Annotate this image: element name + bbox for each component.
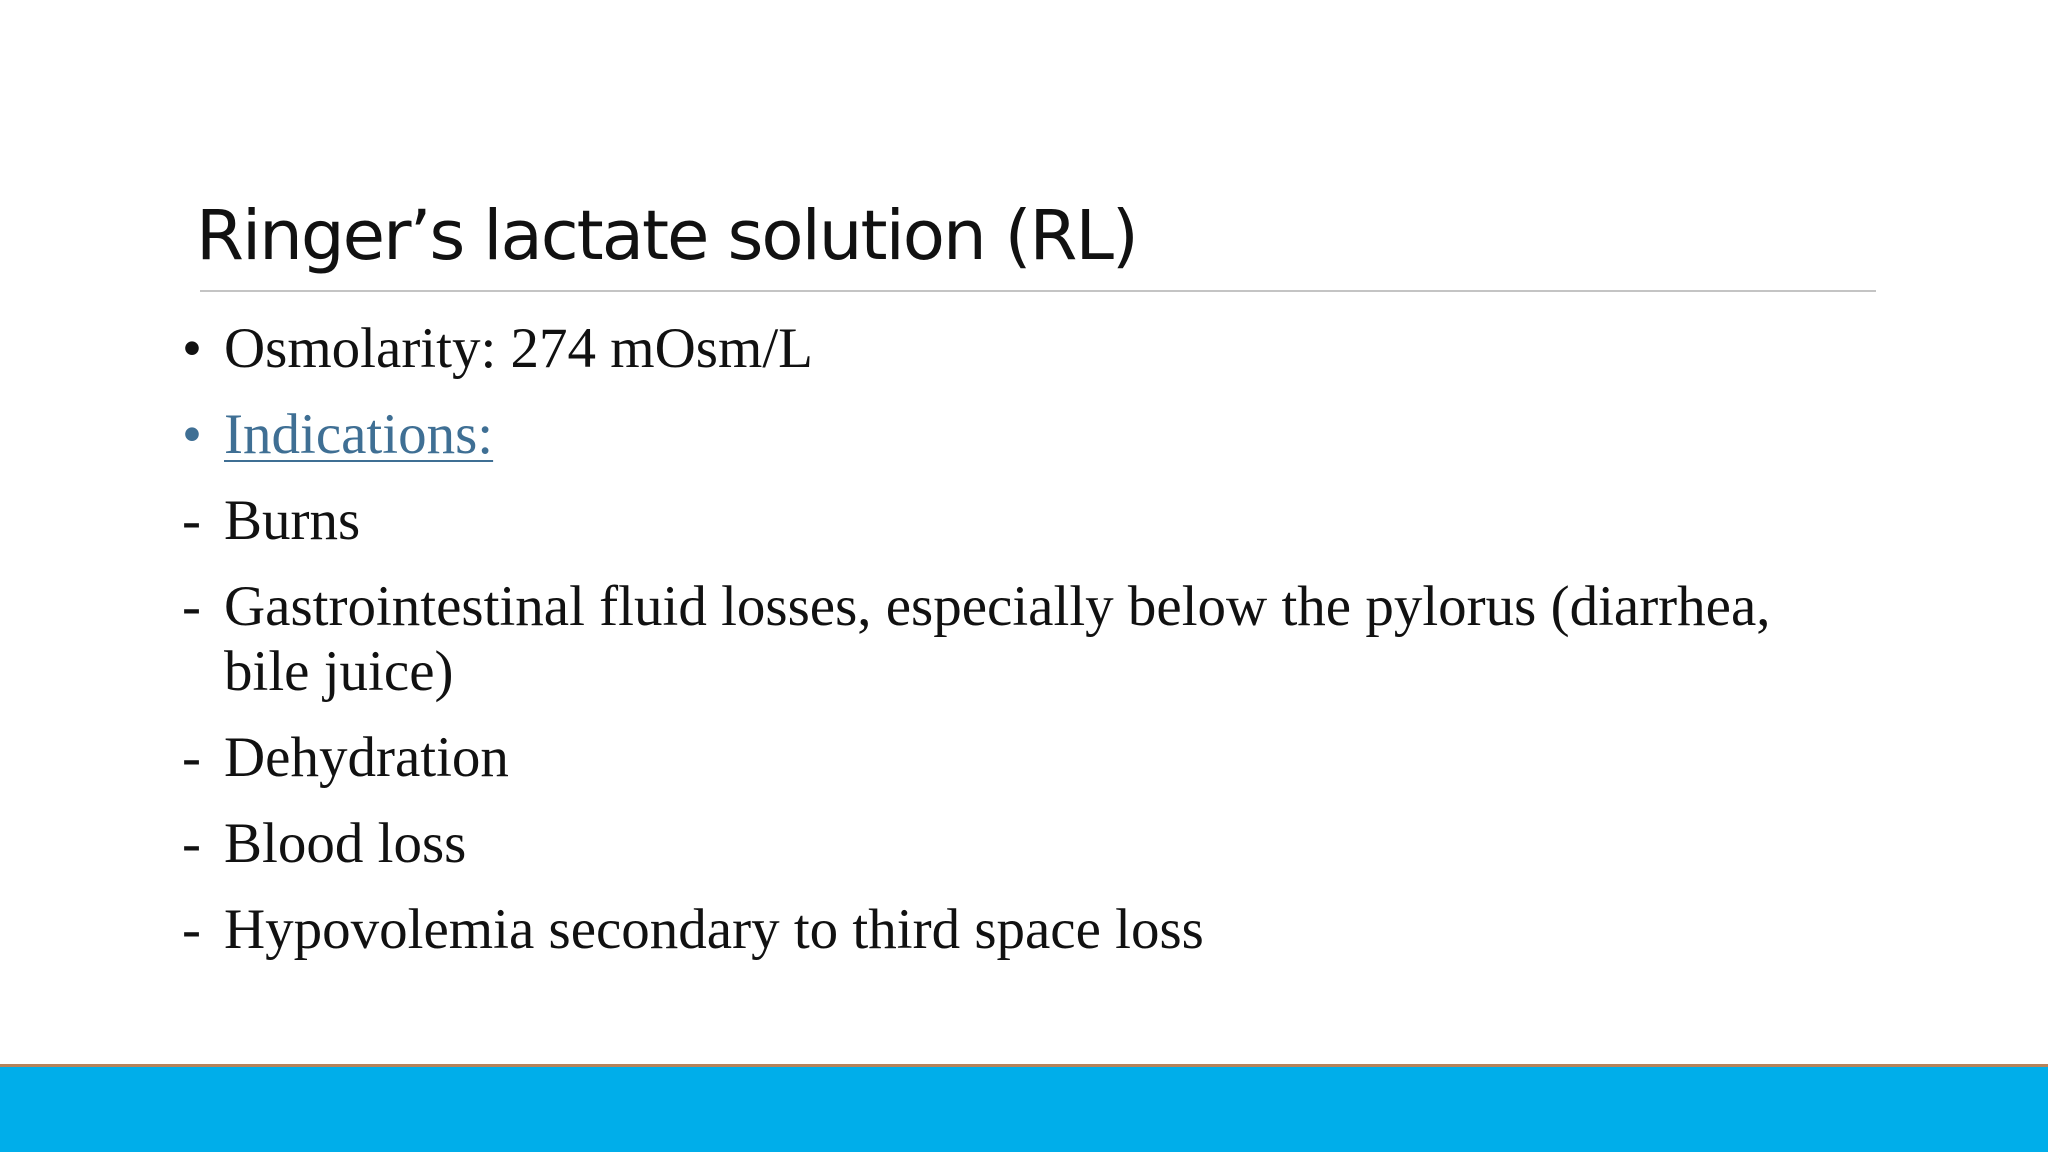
dash-marker: - bbox=[182, 489, 201, 552]
bullet-osmolarity bbox=[182, 316, 1862, 381]
bullet-text: Osmolarity: 274 mOsm/L bbox=[224, 317, 813, 380]
bullet-indications[interactable] bbox=[182, 402, 1862, 467]
dash-marker: - bbox=[182, 812, 201, 875]
footer-accent-bar bbox=[0, 1064, 2048, 1152]
list-item-text: Gastrointestinal fluid losses, especially below the pylorus (diarrhea, bile juice) bbox=[224, 575, 1771, 703]
slide-body bbox=[182, 316, 1862, 983]
dash-marker: - bbox=[182, 575, 201, 638]
bullet-marker: • bbox=[182, 317, 202, 380]
list-item-burns bbox=[182, 488, 1862, 553]
list-item-text: Blood loss bbox=[224, 812, 467, 875]
list-item-text: Dehydration bbox=[224, 726, 509, 789]
list-item-text: Hypovolemia secondary to third space loss bbox=[224, 898, 1204, 961]
list-item-gi-losses bbox=[182, 574, 1862, 704]
list-item-dehydration bbox=[182, 725, 1862, 790]
dash-marker: - bbox=[182, 898, 201, 961]
list-item-blood-loss bbox=[182, 811, 1862, 876]
indications-link[interactable]: Indications: bbox=[224, 403, 494, 466]
dash-marker: - bbox=[182, 726, 201, 789]
list-item-hypovolemia bbox=[182, 897, 1862, 962]
slide-title: Ringer’s lactate solution (RL) bbox=[196, 196, 1137, 276]
list-item-text: Burns bbox=[224, 489, 361, 552]
title-divider bbox=[200, 290, 1876, 292]
bullet-marker: • bbox=[182, 403, 202, 466]
